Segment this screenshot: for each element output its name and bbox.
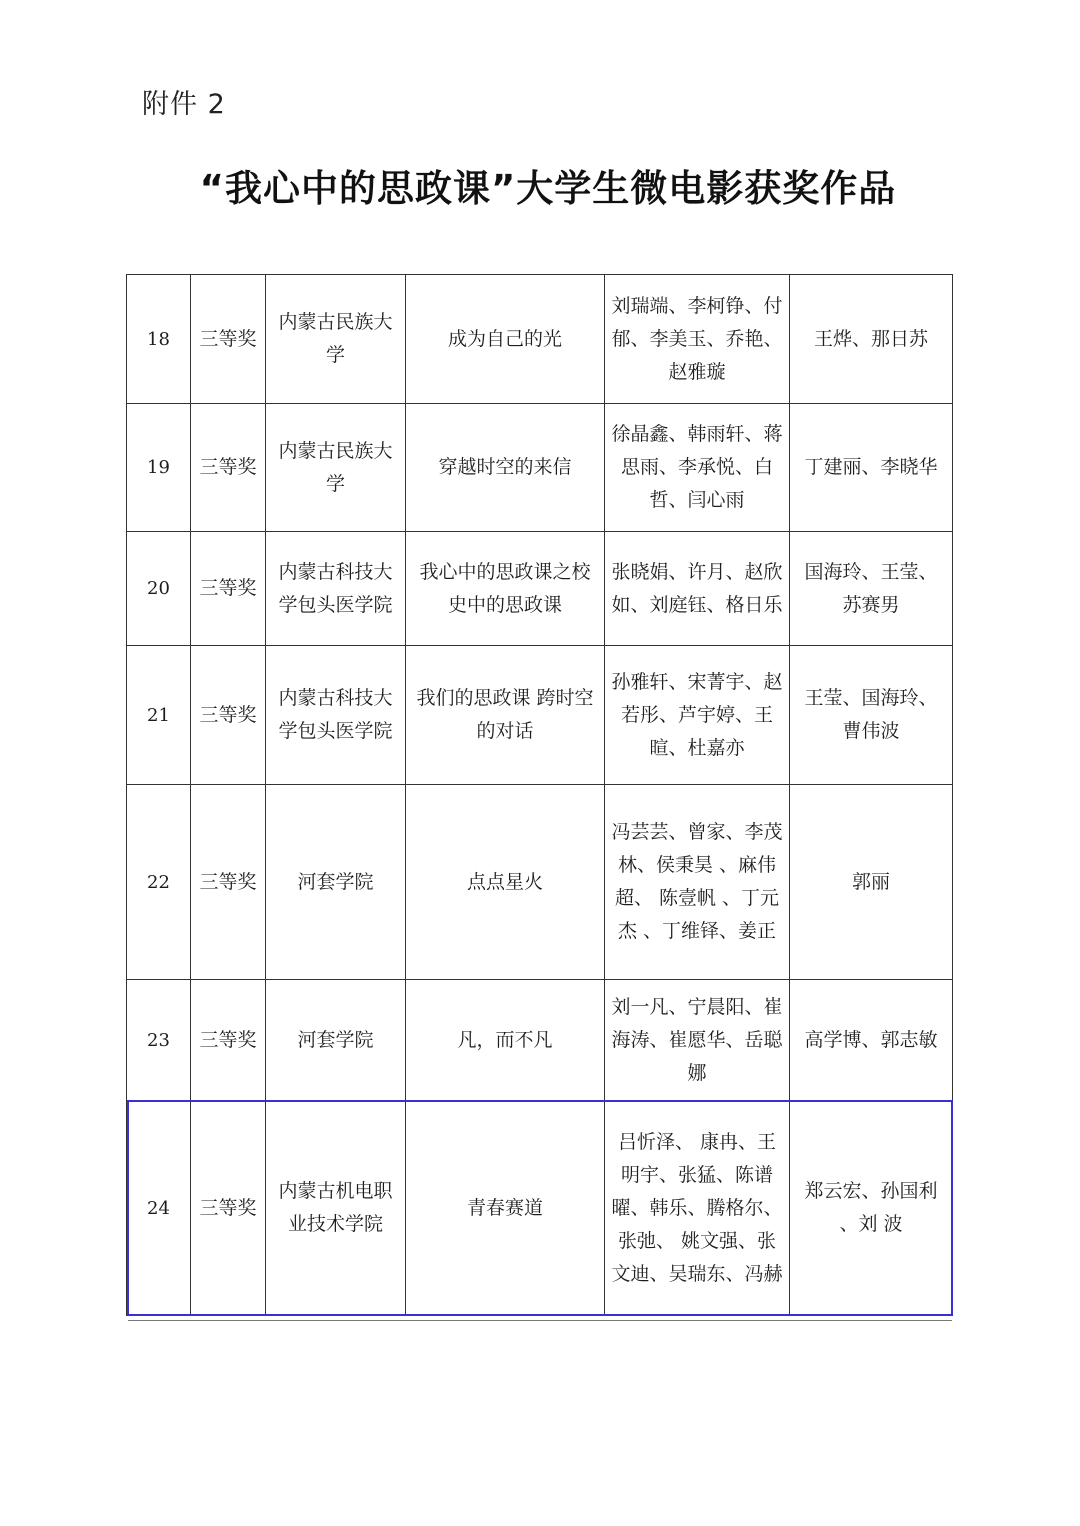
row-number: 21: [127, 646, 191, 785]
work-title: 凡，而不凡: [406, 980, 605, 1101]
work-title: 成为自己的光: [406, 275, 605, 404]
table-row: [127, 1101, 953, 1316]
table-row: [127, 646, 953, 785]
table-row: [127, 980, 953, 1101]
award-level: 三等奖: [191, 275, 266, 404]
award-level: 三等奖: [191, 532, 266, 646]
school-name: 河套学院: [266, 980, 406, 1101]
row-number: 19: [127, 404, 191, 532]
school-name: 内蒙古科技大学包头医学院: [266, 532, 406, 646]
row-number: 22: [127, 785, 191, 980]
award-level: 三等奖: [191, 404, 266, 532]
table-row: [127, 275, 953, 404]
advisors: 郑云宏、孙国利 、刘 波: [790, 1101, 953, 1316]
school-name: 内蒙古科技大学包头医学院: [266, 646, 406, 785]
work-title: 我心中的思政课之校史中的思政课: [406, 532, 605, 646]
authors: 刘瑞端、李柯铮、付郁、李美玉、乔艳、赵雅璇: [605, 275, 790, 404]
advisors: 郭丽: [790, 785, 953, 980]
award-level: 三等奖: [191, 646, 266, 785]
school-name: 内蒙古机电职业技术学院: [266, 1101, 406, 1316]
work-title: 青春赛道: [406, 1101, 605, 1316]
row-number: 23: [127, 980, 191, 1101]
award-level: 三等奖: [191, 980, 266, 1101]
row-number: 18: [127, 275, 191, 404]
work-title: 点点星火: [406, 785, 605, 980]
authors: 张晓娟、许月、赵欣如、刘庭钰、格日乐: [605, 532, 790, 646]
authors: 徐晶鑫、韩雨轩、蒋思雨、李承悦、白哲、闫心雨: [605, 404, 790, 532]
advisors: 王烨、那日苏: [790, 275, 953, 404]
advisors: 丁建丽、李晓华: [790, 404, 953, 532]
advisors: 国海玲、王莹、苏赛男: [790, 532, 953, 646]
advisors: 高学博、郭志敏: [790, 980, 953, 1101]
award-level: 三等奖: [191, 785, 266, 980]
advisors: 王莹、国海玲、曹伟波: [790, 646, 953, 785]
table-row: [127, 785, 953, 980]
school-name: 内蒙古民族大学: [266, 275, 406, 404]
work-title: 我们的思政课 跨时空的对话: [406, 646, 605, 785]
row-number: 24: [127, 1101, 191, 1316]
table-row: [127, 532, 953, 646]
work-title: 穿越时空的来信: [406, 404, 605, 532]
authors: 吕忻泽、 康冉、王明宇、张猛、陈谱曜、韩乐、腾格尔、张弛、 姚文强、张文迪、吴瑞东、冯赫: [605, 1101, 790, 1316]
award-level: 三等奖: [191, 1101, 266, 1316]
table-row: [127, 404, 953, 532]
school-name: 河套学院: [266, 785, 406, 980]
authors: 刘一凡、宁晨阳、崔海涛、崔愿华、岳聪娜: [605, 980, 790, 1101]
school-name: 内蒙古民族大学: [266, 404, 406, 532]
table-bottom-divider: [128, 1320, 952, 1321]
awards-table: [126, 274, 953, 1316]
authors: 孙雅轩、宋菁宇、赵若彤、芦宇婷、王暄、杜嘉亦: [605, 646, 790, 785]
row-number: 20: [127, 532, 191, 646]
authors: 冯芸芸、曾家、李茂林、侯秉昊 、麻伟超、 陈壹帆 、丁元杰 、丁维铎、姜正: [605, 785, 790, 980]
attachment-label: 附件 2: [142, 89, 226, 120]
document-title: “我心中的思政课”大学生微电影获奖作品: [199, 167, 897, 210]
